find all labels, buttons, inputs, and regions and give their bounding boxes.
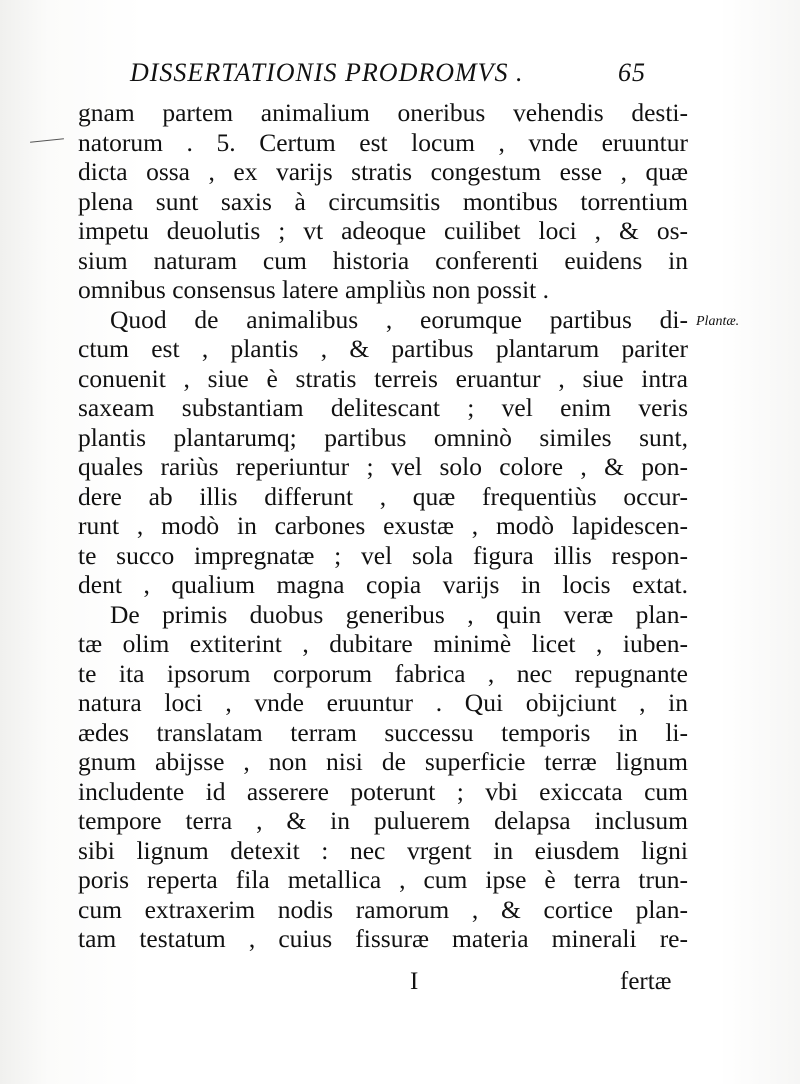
margin-note: Plantæ. <box>696 314 740 329</box>
text-line: tam testatum , cuius fissuræ materia minerali re- <box>78 924 688 953</box>
text-line: poris reperta fila metallica , cum ipse è terra trun- <box>78 865 688 894</box>
running-header <box>130 58 670 94</box>
text-line: saxeam substantiam delitescant ; vel enim veris <box>78 393 688 422</box>
body-text <box>78 98 688 954</box>
text-line: te ita ipsorum corporum fabrica , nec repugnante <box>78 658 688 688</box>
text-line: gnam partem animalium oneribus vehendis desti- <box>78 98 688 127</box>
text-line: plena sunt saxis à circumsitis montibus torrentium <box>78 186 688 216</box>
text-line: quales rariùs reperiuntur ; vel solo colore , & pon- <box>78 452 688 481</box>
text-line: runt , modò in carbones exustæ , modò lapidescen- <box>78 511 688 540</box>
text-line: dent , qualium magna copia varijs in locis extat. <box>78 570 688 599</box>
text-line: gnum abijsse , non nisi de superficie terræ lignum <box>78 747 688 776</box>
text-line: conuenit , siue è stratis terreis eruantur , siue intra <box>78 363 688 393</box>
text-line: tempore terra , & in puluerem delapsa inclusum <box>78 806 688 835</box>
text-line: De primis duobus generibus , quin veræ plan- <box>110 599 688 629</box>
signature-mark: I <box>410 968 419 995</box>
text-line: omnibus consensus latere ampliùs non possit . <box>78 275 550 304</box>
text-line: ædes translatam terram successu temporis in li- <box>78 717 688 747</box>
text-line: impetu deuolutis ; vt adeoque cuilibet loci , & os- <box>78 216 688 245</box>
text-line: includente id asserere poterunt ; vbi exiccata cum <box>78 776 688 806</box>
catchword: fertæ <box>620 968 672 995</box>
text-line: dicta ossa , ex varijs stratis congestum esse , quæ <box>78 157 688 186</box>
text-line: natorum . 5. Certum est locum , vnde eruuntur <box>78 127 688 157</box>
text-line: natura loci , vnde eruuntur . Qui obijciunt , in <box>78 688 688 717</box>
text-line: ctum est , plantis , & partibus plantarum pariter <box>78 334 688 363</box>
page-number: 65 <box>618 58 646 87</box>
text-line: dere ab illis differunt , quæ frequentiùs occur- <box>78 481 688 511</box>
text-line: te succo impregnatæ ; vel sola figura illis respon- <box>78 540 688 570</box>
text-line: sium naturam cum historia conferenti euidens in <box>78 245 688 275</box>
text-line: tæ olim extiterint , dubitare minimè licet , iuben- <box>78 629 688 658</box>
text-line: plantis plantarumq; partibus omninò similes sunt, <box>78 422 688 452</box>
running-title: DISSERTATIONIS PRODROMVS . <box>130 58 524 87</box>
text-line: Quod de animalibus , eorumque partibus di- <box>110 304 688 334</box>
text-line: sibi lignum detexit : nec vrgent in eiusdem ligni <box>78 835 688 865</box>
margin-mark <box>30 138 64 143</box>
text-line: cum extraxerim nodis ramorum , & cortice plan- <box>78 894 688 924</box>
